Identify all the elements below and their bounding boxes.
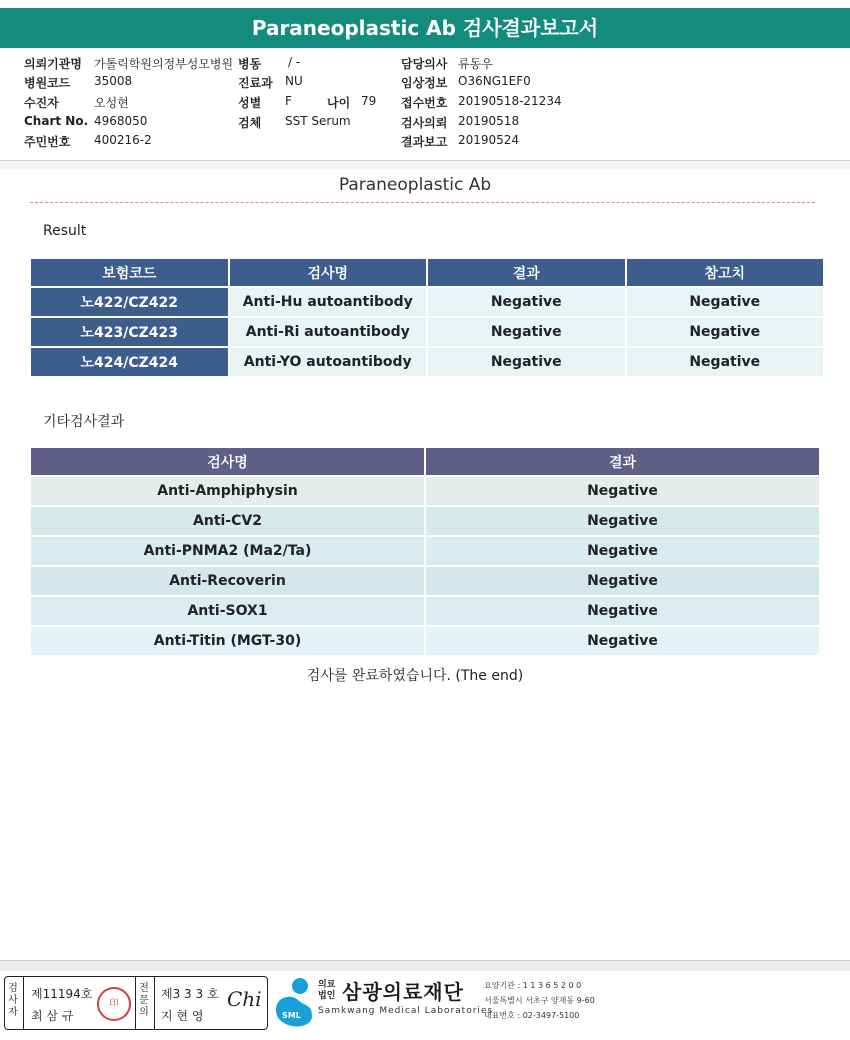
- tester-vertical-label: 검사자: [8, 983, 18, 1018]
- signature-box: [4, 976, 268, 1030]
- lab-address-line: 대표번호 : 02-3497-5100: [484, 1011, 580, 1020]
- header-age-label: 나이: [327, 96, 351, 110]
- specialist-vertical-label: 전문의: [139, 983, 149, 1018]
- table-cell: Anti-YO autoantibody: [230, 348, 427, 376]
- table-row: [31, 627, 819, 655]
- table-row: [31, 567, 819, 595]
- table-cell: Negative: [428, 348, 625, 376]
- header-field-label: 결과보고: [401, 135, 448, 149]
- table-cell: Negative: [426, 567, 819, 595]
- header-field-label: 담당의사: [401, 57, 448, 71]
- section-divider: [30, 202, 815, 203]
- specialist-number: 제3 3 3 호: [161, 987, 219, 1001]
- table-cell: Anti-Titin (MGT-30): [31, 627, 424, 655]
- header-field-value: 400216-2: [94, 133, 152, 147]
- header-field-value: NU: [285, 74, 303, 88]
- table-cell: Anti-Amphiphysin: [31, 477, 424, 505]
- header-field-value: 류동우: [458, 57, 493, 71]
- lab-name: 삼광의료재단: [342, 980, 464, 1004]
- tester-name: 최 삼 규: [31, 1009, 74, 1023]
- header-age-value: 79: [361, 94, 377, 108]
- header-field-value: 20190518: [458, 114, 520, 128]
- lab-address-line: 요양기관 : 1 1 3 6 5 2 0 0: [484, 981, 582, 990]
- table-cell: Negative: [627, 348, 824, 376]
- table-row: [31, 348, 823, 376]
- section-title: Paraneoplastic Ab: [338, 175, 492, 195]
- table-cell: 노424/CZ424: [31, 348, 228, 376]
- table-row: [31, 597, 819, 625]
- table-cell: Anti-CV2: [31, 507, 424, 535]
- header-field-label: 의뢰기관명: [24, 57, 82, 71]
- header-field-value: 가톨릭학원의정부성모병원: [94, 57, 234, 71]
- result-table: [29, 257, 825, 378]
- lab-logo-icon: [272, 974, 316, 1028]
- header-field-label: 주민번호: [24, 135, 71, 149]
- table-cell: Negative: [426, 477, 819, 505]
- other-results-label: 기타검사결과: [43, 414, 125, 430]
- column-header: 결과: [428, 259, 625, 286]
- end-text: 검사를 완료하였습니다. (The end): [306, 668, 524, 684]
- header-field-value: 20190524: [458, 133, 520, 147]
- table-cell: Negative: [428, 288, 625, 316]
- table-row: [31, 318, 823, 346]
- table-cell: Anti-Hu autoantibody: [230, 288, 427, 316]
- column-header: 검사명: [230, 259, 427, 286]
- lab-address-line: 서울특별시 서초구 양재동 9-60: [484, 996, 595, 1005]
- table-cell: Negative: [627, 288, 824, 316]
- header-field-label: Chart No.: [24, 114, 89, 128]
- lab-logo-mark: SML: [282, 1011, 301, 1020]
- table-cell: Negative: [426, 537, 819, 565]
- footer-band: [0, 960, 850, 971]
- header-field-label: 병원코드: [24, 76, 71, 90]
- header-field-label: 임상정보: [401, 76, 448, 90]
- table-row: [31, 507, 819, 535]
- report-title: Paraneoplastic Ab 검사결과보고서: [0, 8, 850, 48]
- header-field-label: 검사의뢰: [401, 116, 448, 130]
- column-header: 참고치: [627, 259, 824, 286]
- table-cell: Negative: [426, 597, 819, 625]
- lab-english-name: Samkwang Medical Laboratories: [318, 1006, 494, 1016]
- section-separator: [0, 160, 850, 169]
- header-field-label: 접수번호: [401, 96, 448, 110]
- table-cell: 노423/CZ423: [31, 318, 228, 346]
- table-cell: Anti-Ri autoantibody: [230, 318, 427, 346]
- column-header: 보험코드: [31, 259, 228, 286]
- lab-address: [484, 978, 595, 1023]
- column-header: 결과: [426, 448, 819, 475]
- header-field-label: 성별: [238, 96, 262, 110]
- table-cell: 노422/CZ422: [31, 288, 228, 316]
- table-cell: Negative: [426, 627, 819, 655]
- header-field-value: SST Serum: [285, 114, 351, 128]
- table-cell: Negative: [426, 507, 819, 535]
- header-field-value: 4968050: [94, 114, 148, 128]
- table-cell: Anti-SOX1: [31, 597, 424, 625]
- header-field-label: 수진자: [24, 96, 59, 110]
- header-field-value: O36NG1EF0: [458, 74, 531, 88]
- table-cell: Negative: [428, 318, 625, 346]
- other-results-table: [29, 446, 821, 657]
- tester-seal-icon: 印: [97, 987, 131, 1021]
- header-field-value: F: [285, 94, 292, 108]
- header-field-label: 병동: [238, 57, 262, 71]
- header-field-value: 오성현: [94, 96, 129, 110]
- result-label: Result: [43, 223, 87, 239]
- signature: Chi: [227, 987, 262, 1011]
- table-cell: Negative: [627, 318, 824, 346]
- column-header: 검사명: [31, 448, 424, 475]
- table-row: [31, 288, 823, 316]
- table-cell: Anti-PNMA2 (Ma2/Ta): [31, 537, 424, 565]
- header-field-value: 20190518-21234: [458, 94, 562, 108]
- header-field-value: / -: [288, 55, 301, 69]
- tester-number: 제11194호: [31, 987, 93, 1001]
- header-field-label: 검체: [238, 116, 262, 130]
- header-field-value: 35008: [94, 74, 133, 88]
- table-row: [31, 537, 819, 565]
- table-cell: Anti-Recoverin: [31, 567, 424, 595]
- lab-logo-small: 의료 법인: [318, 980, 336, 1001]
- header-field-label: 진료과: [238, 76, 273, 90]
- table-row: [31, 477, 819, 505]
- specialist-name: 지 현 영: [161, 1009, 204, 1023]
